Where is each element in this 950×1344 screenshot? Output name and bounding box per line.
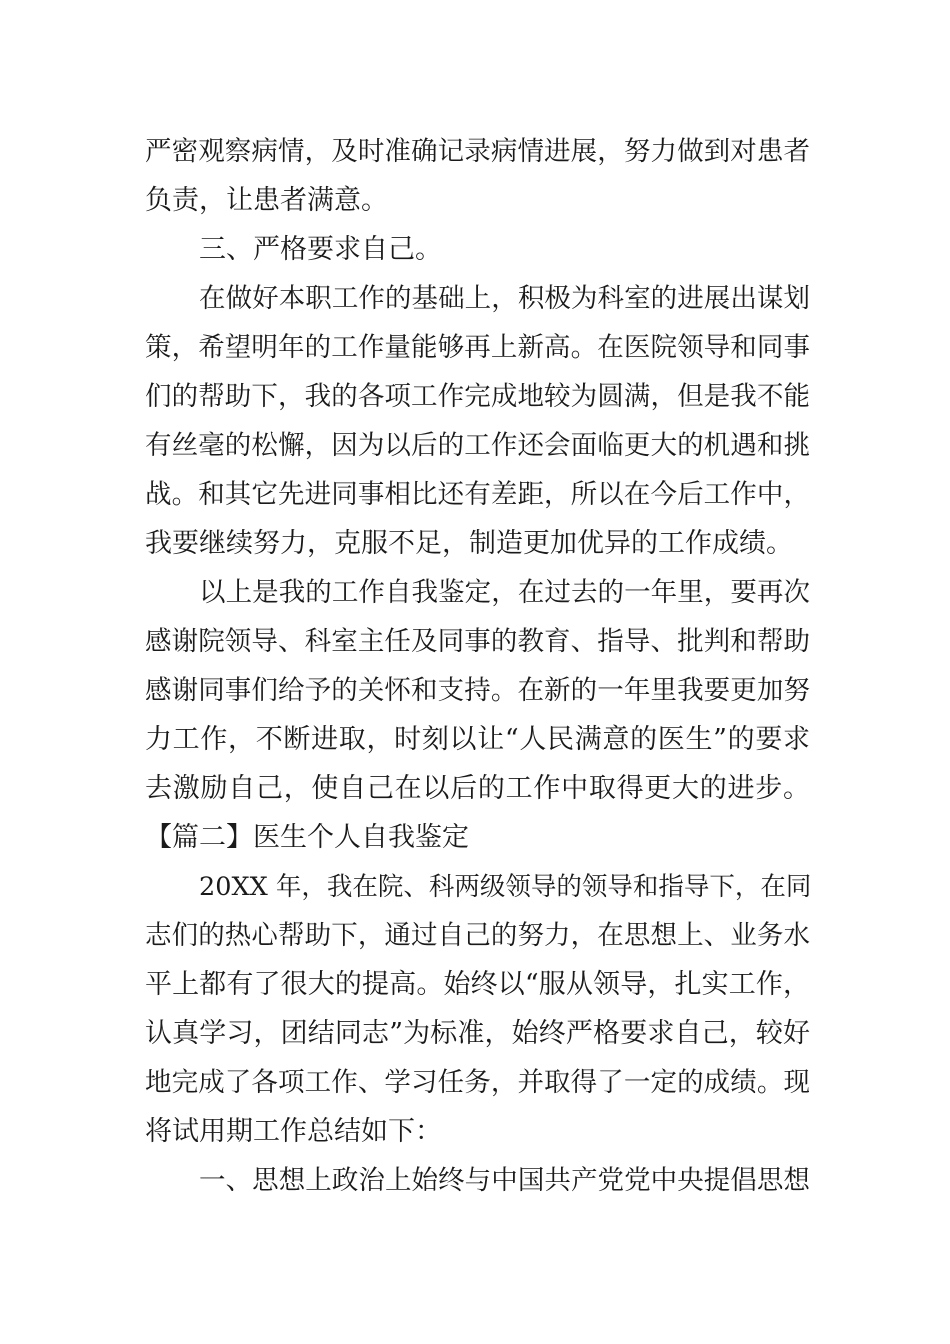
section-title: 【篇二】医生个人自我鉴定 <box>145 822 469 853</box>
text-line: 去激励自己，使自己在以后的工作中取得更大的进步。 <box>145 773 810 804</box>
text-line: 策，希望明年的工作量能够再上新高。在医院领导和同事 <box>145 332 810 363</box>
text-line: 平上都有了很大的提高。始终以“服从领导，扎实工作， <box>145 969 810 1000</box>
text-line: 地完成了各项工作、学习任务，并取得了一定的成绩。现 <box>145 1067 810 1098</box>
text-line: 在做好本职工作的基础上，积极为科室的进展出谋划 <box>199 283 810 314</box>
text-line: 们的帮助下，我的各项工作完成地较为圆满，但是我不能 <box>145 381 810 412</box>
text-line: 严密观察病情，及时准确记录病情进展，努力做到对患者 <box>145 136 810 167</box>
section-heading: 一、思想上政治上始终与中国共产党党中央提倡思想 <box>199 1165 810 1196</box>
text-line: 力工作，不断进取，时刻以让“人民满意的医生”的要求 <box>145 724 810 755</box>
text-line: 我要继续努力，克服不足，制造更加优异的工作成绩。 <box>145 528 793 559</box>
text-line: 感谢院领导、科室主任及同事的教育、指导、批判和帮助 <box>145 626 810 657</box>
text-line: 负责，让患者满意。 <box>145 185 388 216</box>
text-line: 志们的热心帮助下，通过自己的努力，在思想上、业务水 <box>145 920 810 951</box>
text-line: 认真学习，团结同志”为标准，始终严格要求自己，较好 <box>145 1018 810 1049</box>
text-line: 感谢同事们给予的关怀和支持。在新的一年里我要更加努 <box>145 675 810 706</box>
text-line: 将试用期工作总结如下： <box>145 1116 442 1147</box>
section-heading: 三、严格要求自己。 <box>199 234 442 265</box>
text-line: 20XX 年，我在院、科两级领导的领导和指导下，在同 <box>199 872 812 902</box>
text-line: 有丝毫的松懈，因为以后的工作还会面临更大的机遇和挑 <box>145 430 810 461</box>
text-line: 以上是我的工作自我鉴定，在过去的一年里，要再次 <box>199 577 810 608</box>
text-line: 战。和其它先进同事相比还有差距，所以在今后工作中， <box>145 479 810 510</box>
